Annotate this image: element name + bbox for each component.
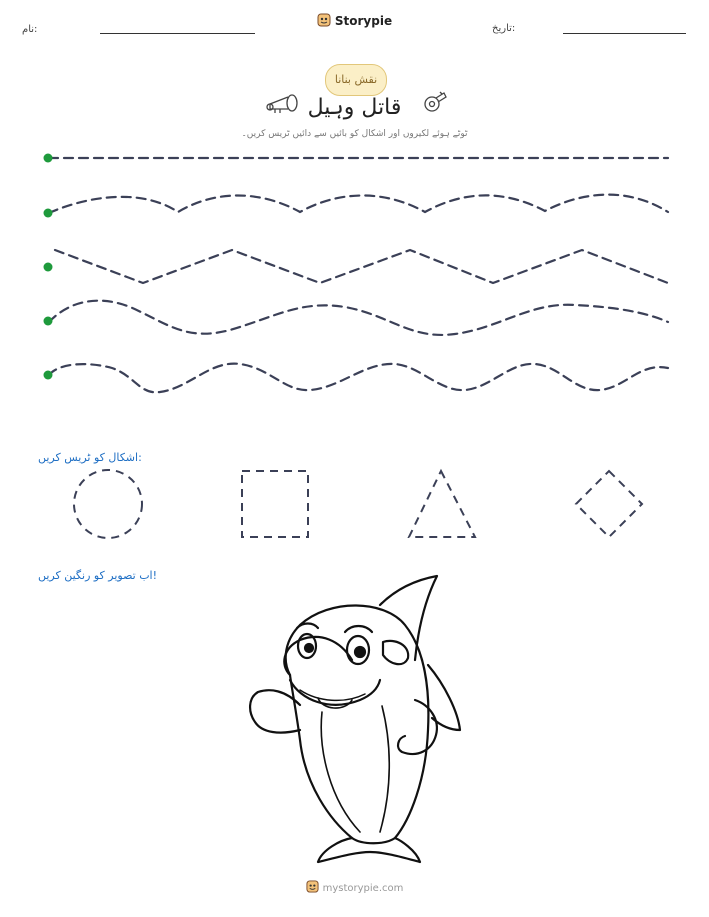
section-shapes-heading: اشکال کو ٹریس کریں: [38,451,142,464]
storypie-logo-icon [306,880,319,896]
footer-url: mystorypie.com [322,883,404,894]
instruction-text: ٹوٹے ہوئے لکیروں اور اشکال کو بائیں سے دائیں ٹریس کریں۔ [241,129,468,139]
date-label: تاریخ: [492,23,516,34]
category-badge: نقش بنانا [325,64,387,96]
section-color-heading: اب تصویر کو رنگین کریں! [38,569,158,582]
name-label: نام: [22,24,38,35]
brand-name: Storypie [334,14,393,28]
page-title: قاتل وہیل [307,95,402,120]
footer [0,880,709,896]
